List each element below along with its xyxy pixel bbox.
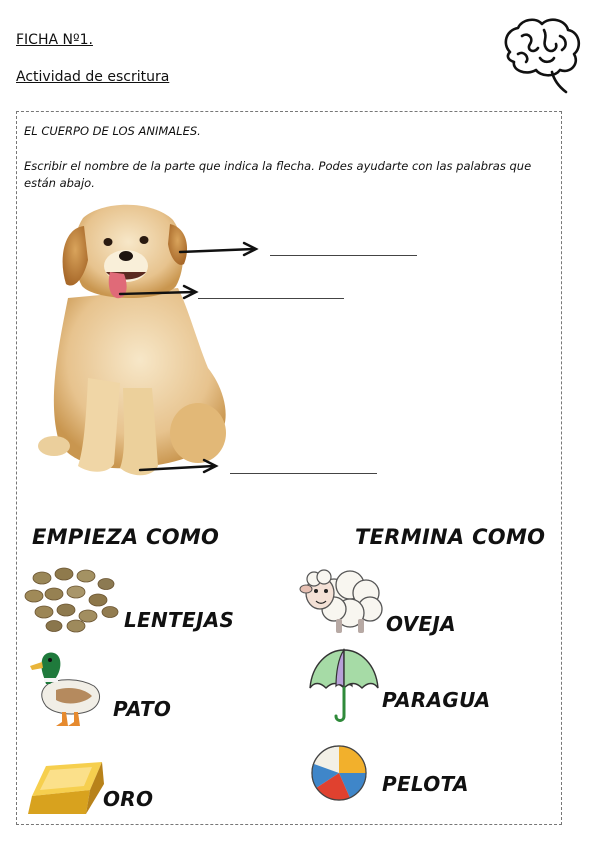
duck-icon: [28, 648, 104, 728]
sheet-title: FICHA Nº1.: [16, 32, 93, 48]
word-pelota: PELOTA: [382, 772, 469, 796]
word-pato: PATO: [113, 697, 172, 721]
ball-icon: [310, 744, 368, 802]
gold-bar-icon: [28, 760, 106, 816]
instruction-line-2: están abajo.: [24, 176, 95, 190]
sheep-icon: [298, 563, 388, 637]
lentils-icon: [24, 566, 120, 636]
word-oveja: OVEJA: [386, 612, 456, 636]
answer-line-tongue[interactable]: [198, 298, 344, 299]
instruction-line-1: Escribir el nombre de la parte que indica la flecha. Podes ayudarte con las palabras que: [24, 159, 532, 173]
word-lentejas: LENTEJAS: [124, 608, 235, 632]
answer-line-paw[interactable]: [230, 473, 377, 474]
activity-title: Actividad de escritura: [16, 69, 170, 85]
word-paragua: PARAGUA: [382, 688, 491, 712]
answer-line-ear[interactable]: [270, 255, 417, 256]
worksheet-topic: EL CUERPO DE LOS ANIMALES.: [24, 124, 201, 138]
heading-empieza-como: EMPIEZA COMO: [32, 525, 220, 549]
heading-termina-como: TERMINA COMO: [355, 525, 546, 549]
word-oro: ORO: [103, 787, 154, 811]
umbrella-icon: [308, 648, 380, 724]
